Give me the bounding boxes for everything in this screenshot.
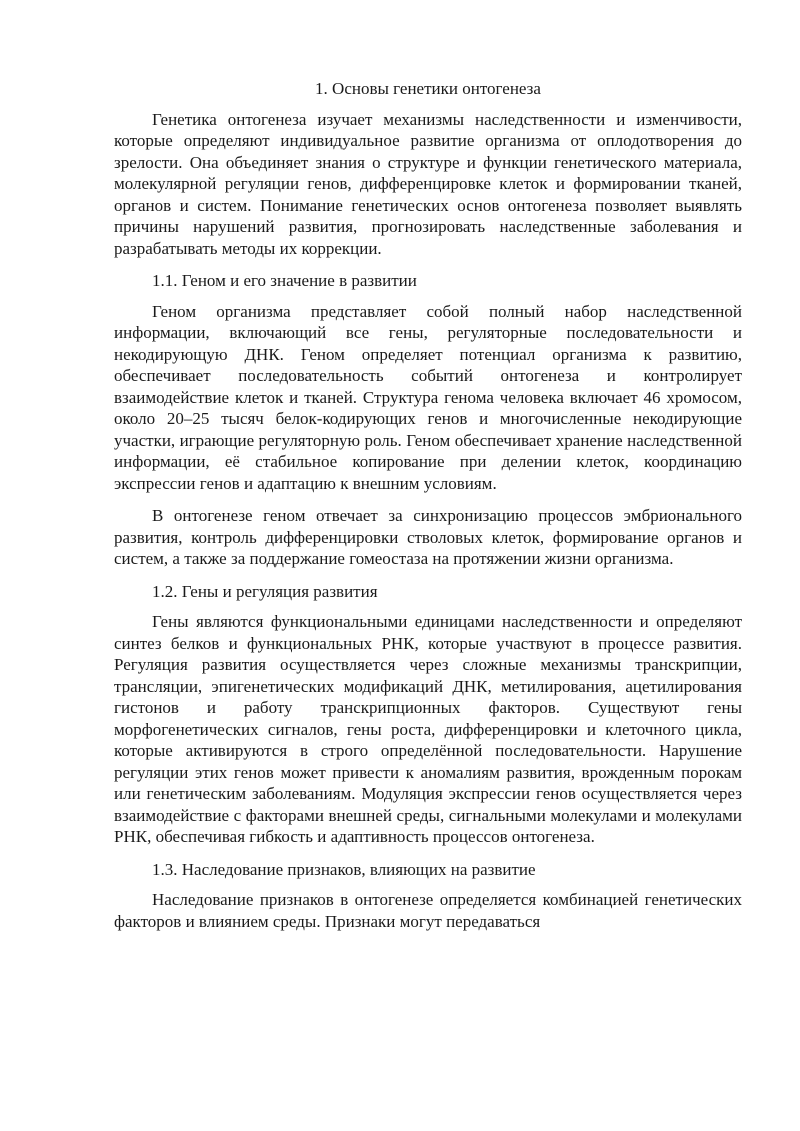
section-1-1-paragraph-1: Геном организма представляет собой полный набор наследственной информации, включающий все гены, регуляторные последовательности и некодирующую ДНК. Геном определяет потенциал организма к развитию, обеспечивает последовательность событий онтогенеза и контролирует взаимодействие клеток и тканей. Структура генома человека включает 46 хромосом, около 20–25 тысяч белок-кодирующих генов и многочисленные некодирующие участки, играющие регуляторную роль. Геном обеспечивает хранение наследственной информации, её стабильное копирование при делении клеток, координацию экспрессии генов и адаптацию к внешним условиям.	[114, 301, 742, 493]
section-1-3-paragraph: Наследование признаков в онтогенезе определяется комбинацией генетических факторов и влиянием среды. Признаки могут передаваться	[114, 890, 742, 931]
section-heading-1-3: 1.3. Наследование признаков, влияющих на развитие	[152, 859, 536, 879]
section-1-paragraph: Генетика онтогенеза изучает механизмы наследственности и изменчивости, которые определяют индивидуальное развитие организма от оплодотворения до зрелости. Она объединяет знания о структуре и функции генетического материала, молекулярной регуляции генов, дифференцировке клеток и формировании тканей, органов и систем. Понимание генетических основ онтогенеза позволяет выявлять причины нарушений развития, прогнозировать наследственные заболевания и разрабатывать методы их коррекции.	[114, 109, 742, 258]
section-1-2-paragraph: Гены являются функциональными единицами наследственности и определяют синтез белков и функциональных РНК, которые участвуют в процессе развития. Регуляция развития осуществляется через сложные механизмы транскрипции, трансляции, эпигенетических модификаций ДНК, метилирования, ацетилирования гистонов и работу транскрипционных факторов. Существуют гены морфогенетических сигналов, гены роста, дифференцировки и клеточного цикла, которые активируются в строго определённой последовательности. Нарушение регуляции этих генов может привести к аномалиям развития, врожденным порокам или генетическим заболеваниям. Модуляция экспрессии генов осуществляется через взаимодействие с факторами внешней среды, сигнальными молекулами и молекулами РНК, обеспечивая гибкость и адаптивность процессов онтогенеза.	[114, 612, 742, 846]
section-heading-1: 1. Основы генетики онтогенеза	[315, 79, 541, 98]
section-heading-1-2: 1.2. Гены и регуляция развития	[152, 581, 378, 601]
section-1-1-paragraph-2: В онтогенезе геном отвечает за синхронизацию процессов эмбрионального развития, контроль дифференцировки стволовых клеток, формирование органов и систем, а также за поддержание гомеостаза на протяжении жизни организма.	[114, 506, 742, 568]
section-heading-1-1: 1.1. Геном и его значение в развитии	[152, 271, 417, 290]
